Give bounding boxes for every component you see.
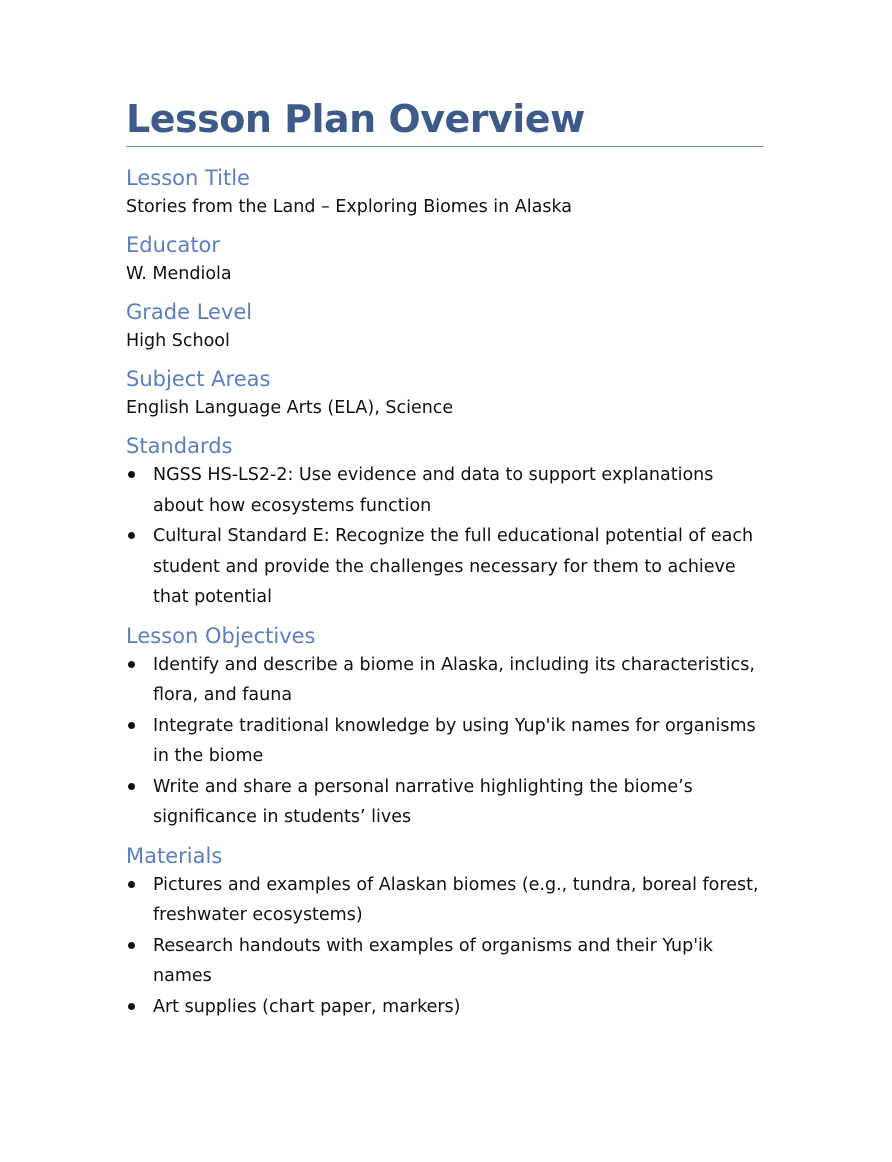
lesson-title-section	[126, 164, 764, 222]
document-page	[126, 94, 764, 1022]
educator-value: W. Mendiola	[126, 264, 232, 284]
lesson-title-value: Stories from the Land – Exploring Biomes in Alaska	[126, 197, 573, 217]
list-item-text: NGSS HS-LS2-2: Use evidence and data to support explanations about how ecosystems function	[153, 465, 714, 516]
subject-areas-section	[126, 365, 764, 423]
subject-areas-value: English Language Arts (ELA), Science	[126, 398, 454, 418]
page-title: Lesson Plan Overview	[126, 94, 764, 147]
materials-heading: Materials	[126, 843, 223, 868]
list-item-text: Integrate traditional knowledge by using Yup'ik names for organisms in the biome	[153, 715, 756, 766]
bullet-icon	[128, 722, 135, 729]
grade-level-value: High School	[126, 331, 230, 351]
list-item	[126, 650, 764, 711]
list-item-text: Research handouts with examples of organisms and their Yup'ik names	[153, 935, 714, 986]
grade-level-section	[126, 298, 764, 356]
list-item	[126, 711, 764, 772]
standards-section	[126, 432, 764, 613]
materials-list	[126, 870, 764, 1023]
objectives-list	[126, 650, 764, 833]
standards-heading: Standards	[126, 434, 233, 458]
objectives-section	[126, 622, 764, 833]
list-item-text: Cultural Standard E: Recognize the full educational potential of each student and provide the challenges necessary for them to achieve that potential	[153, 526, 754, 607]
list-item	[126, 992, 764, 1023]
list-item	[126, 931, 764, 992]
materials-section	[126, 842, 764, 1023]
list-item	[126, 460, 764, 521]
bullet-icon	[128, 1003, 135, 1010]
list-item-text: Identify and describe a biome in Alaska, including its characteristics, flora, and fauna	[153, 654, 755, 705]
list-item-text: Write and share a personal narrative highlighting the biome’s significance in students’ lives	[153, 776, 693, 827]
grade-level-heading: Grade Level	[126, 300, 253, 324]
bullet-icon	[128, 881, 135, 888]
educator-heading: Educator	[126, 233, 221, 257]
bullet-icon	[128, 783, 135, 790]
list-item	[126, 870, 764, 931]
bullet-icon	[128, 942, 135, 949]
list-item	[126, 772, 764, 833]
list-item-text: Art supplies (chart paper, markers)	[153, 996, 461, 1017]
lesson-title-heading: Lesson Title	[126, 166, 250, 190]
bullet-icon	[128, 661, 135, 668]
objectives-heading: Lesson Objectives	[126, 623, 316, 648]
standards-list	[126, 460, 764, 613]
list-item	[126, 521, 764, 613]
bullet-icon	[128, 471, 135, 478]
list-item-text: Pictures and examples of Alaskan biomes (e.g., tundra, boreal forest, freshwater ecosystems)	[153, 874, 759, 925]
educator-section	[126, 231, 764, 289]
subject-areas-heading: Subject Areas	[126, 367, 271, 391]
bullet-icon	[128, 532, 135, 539]
